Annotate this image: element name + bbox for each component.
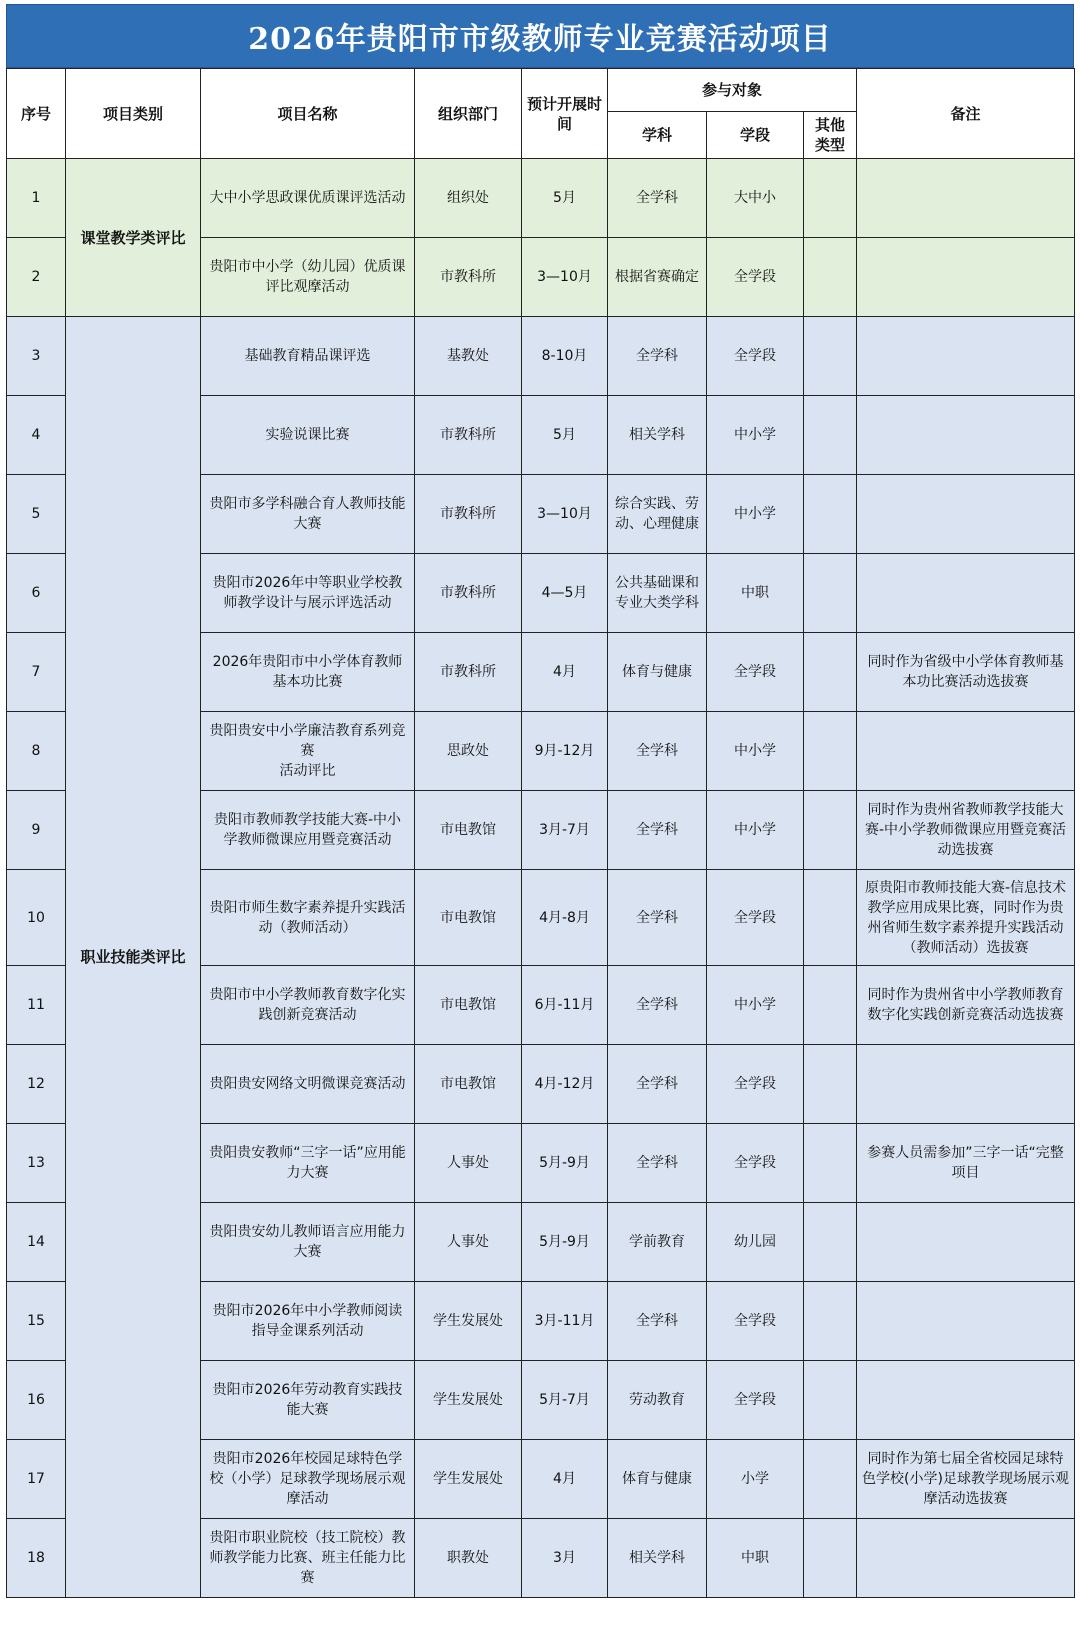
header-other: 其他类型 (804, 112, 857, 159)
cell-seq: 15 (7, 1282, 66, 1361)
cell-stage: 全学段 (707, 870, 804, 966)
cell-time: 3—10月 (522, 238, 608, 317)
cell-other (804, 554, 857, 633)
cell-seq: 13 (7, 1124, 66, 1203)
cell-subject: 体育与健康 (608, 633, 707, 712)
header-stage: 学段 (707, 112, 804, 159)
cell-subject: 全学科 (608, 1124, 707, 1203)
cell-subject: 根据省赛确定 (608, 238, 707, 317)
header-dept: 组织部门 (415, 69, 522, 159)
cell-time: 5月 (522, 396, 608, 475)
cell-time: 3月 (522, 1519, 608, 1598)
header-note: 备注 (857, 69, 1075, 159)
header-target: 参与对象 (608, 69, 857, 112)
cell-stage: 全学段 (707, 1361, 804, 1440)
cell-time: 4月-8月 (522, 870, 608, 966)
cell-dept: 市教科所 (415, 238, 522, 317)
cell-subject: 全学科 (608, 1045, 707, 1124)
cell-note: 同时作为省级中小学体育教师基本功比赛活动选拔赛 (857, 633, 1075, 712)
cell-name: 贵阳贵安教师“三字一话”应用能力大赛 (201, 1124, 415, 1203)
cell-stage: 中小学 (707, 791, 804, 870)
cell-other (804, 712, 857, 791)
cell-other (804, 1519, 857, 1598)
cell-subject: 相关学科 (608, 1519, 707, 1598)
cell-name: 贵阳市师生数字素养提升实践活动（教师活动） (201, 870, 415, 966)
cell-seq: 6 (7, 554, 66, 633)
cell-stage: 中小学 (707, 475, 804, 554)
cell-seq: 17 (7, 1440, 66, 1519)
cell-dept: 市教科所 (415, 633, 522, 712)
cell-name: 贵阳贵安网络文明微课竞赛活动 (201, 1045, 415, 1124)
cell-time: 8-10月 (522, 317, 608, 396)
table-body (7, 159, 1075, 1598)
cell-seq: 3 (7, 317, 66, 396)
cell-note (857, 159, 1075, 238)
cell-name: 贵阳市2026年中等职业学校教师教学设计与展示评选活动 (201, 554, 415, 633)
cell-note (857, 554, 1075, 633)
cell-other (804, 1282, 857, 1361)
cell-seq: 18 (7, 1519, 66, 1598)
cell-note (857, 712, 1075, 791)
cell-seq: 7 (7, 633, 66, 712)
cell-note (857, 1203, 1075, 1282)
cell-seq: 4 (7, 396, 66, 475)
cell-subject: 体育与健康 (608, 1440, 707, 1519)
cell-stage: 全学段 (707, 1124, 804, 1203)
cell-name: 贵阳市中小学（幼儿园）优质课评比观摩活动 (201, 238, 415, 317)
cell-dept: 市教科所 (415, 554, 522, 633)
cell-subject: 全学科 (608, 870, 707, 966)
cell-note (857, 475, 1075, 554)
cell-dept: 市教科所 (415, 396, 522, 475)
cell-stage: 全学段 (707, 317, 804, 396)
page-title: 2026年贵阳市市级教师专业竞赛活动项目 (6, 4, 1074, 68)
cell-note (857, 238, 1075, 317)
cell-time: 3月-11月 (522, 1282, 608, 1361)
cell-stage: 全学段 (707, 1282, 804, 1361)
cell-dept: 市电教馆 (415, 791, 522, 870)
cell-dept: 学生发展处 (415, 1440, 522, 1519)
cell-seq: 14 (7, 1203, 66, 1282)
cell-other (804, 870, 857, 966)
cell-note (857, 1045, 1075, 1124)
cell-stage: 中职 (707, 1519, 804, 1598)
cell-time: 4月-12月 (522, 1045, 608, 1124)
cell-seq: 12 (7, 1045, 66, 1124)
competition-table (6, 68, 1075, 1598)
cell-subject: 全学科 (608, 1282, 707, 1361)
cell-dept: 市教科所 (415, 475, 522, 554)
cell-dept: 学生发展处 (415, 1282, 522, 1361)
cell-subject: 全学科 (608, 791, 707, 870)
cell-time: 4—5月 (522, 554, 608, 633)
header-seq: 序号 (7, 69, 66, 159)
cell-time: 5月 (522, 159, 608, 238)
cell-stage: 中小学 (707, 396, 804, 475)
cell-dept: 人事处 (415, 1124, 522, 1203)
cell-dept: 基教处 (415, 317, 522, 396)
cell-name: 贵阳市2026年劳动教育实践技能大赛 (201, 1361, 415, 1440)
cell-note: 同时作为第七届全省校园足球特色学校(小学)足球教学现场展示观摩活动选拔赛 (857, 1440, 1075, 1519)
cell-note: 同时作为贵州省教师教学技能大赛-中小学教师微课应用暨竞赛活动选拔赛 (857, 791, 1075, 870)
cell-time: 5月-9月 (522, 1124, 608, 1203)
cell-stage: 全学段 (707, 1045, 804, 1124)
cell-other (804, 1045, 857, 1124)
cell-other (804, 1440, 857, 1519)
cell-dept: 职教处 (415, 1519, 522, 1598)
document-page (6, 4, 1074, 1598)
cell-seq: 1 (7, 159, 66, 238)
cell-stage: 中小学 (707, 712, 804, 791)
cell-name: 贵阳市教师教学技能大赛-中小学教师微课应用暨竞赛活动 (201, 791, 415, 870)
table-row (7, 317, 1075, 396)
cell-seq: 16 (7, 1361, 66, 1440)
cell-time: 9月-12月 (522, 712, 608, 791)
cell-subject: 综合实践、劳动、心理健康 (608, 475, 707, 554)
cell-note (857, 1361, 1075, 1440)
cell-other (804, 159, 857, 238)
cell-subject: 劳动教育 (608, 1361, 707, 1440)
cell-name: 大中小学思政课优质课评选活动 (201, 159, 415, 238)
cell-note (857, 1519, 1075, 1598)
cell-seq: 11 (7, 966, 66, 1045)
cell-name: 贵阳市多学科融合育人教师技能大赛 (201, 475, 415, 554)
cell-name: 基础教育精品课评选 (201, 317, 415, 396)
cell-stage: 全学段 (707, 633, 804, 712)
cell-category: 职业技能类评比 (66, 317, 201, 1598)
cell-name: 贵阳市中小学教师教育数字化实践创新竞赛活动 (201, 966, 415, 1045)
cell-time: 3月-7月 (522, 791, 608, 870)
cell-seq: 9 (7, 791, 66, 870)
cell-subject: 全学科 (608, 966, 707, 1045)
cell-name: 贵阳贵安幼儿教师语言应用能力大赛 (201, 1203, 415, 1282)
cell-dept: 学生发展处 (415, 1361, 522, 1440)
header-subject: 学科 (608, 112, 707, 159)
cell-name: 实验说课比赛 (201, 396, 415, 475)
cell-note: 同时作为贵州省中小学教师教育数字化实践创新竞赛活动选拔赛 (857, 966, 1075, 1045)
cell-dept: 思政处 (415, 712, 522, 791)
cell-time: 6月-11月 (522, 966, 608, 1045)
cell-name: 2026年贵阳市中小学体育教师基本功比赛 (201, 633, 415, 712)
cell-name: 贵阳市2026年校园足球特色学校（小学）足球教学现场展示观摩活动 (201, 1440, 415, 1519)
cell-other (804, 396, 857, 475)
cell-dept: 市电教馆 (415, 966, 522, 1045)
cell-dept: 组织处 (415, 159, 522, 238)
cell-name: 贵阳市职业院校（技工院校）教师教学能力比赛、班主任能力比赛 (201, 1519, 415, 1598)
cell-subject: 公共基础课和专业大类学科 (608, 554, 707, 633)
cell-other (804, 238, 857, 317)
cell-note (857, 1282, 1075, 1361)
cell-note (857, 396, 1075, 475)
cell-stage: 全学段 (707, 238, 804, 317)
cell-subject: 全学科 (608, 712, 707, 791)
cell-category: 课堂教学类评比 (66, 159, 201, 317)
cell-seq: 10 (7, 870, 66, 966)
cell-seq: 2 (7, 238, 66, 317)
cell-time: 3—10月 (522, 475, 608, 554)
cell-other (804, 1361, 857, 1440)
cell-other (804, 966, 857, 1045)
cell-time: 4月 (522, 1440, 608, 1519)
cell-time: 5月-7月 (522, 1361, 608, 1440)
header-category: 项目类别 (66, 69, 201, 159)
cell-note: 参赛人员需参加”三字一话“完整项目 (857, 1124, 1075, 1203)
cell-dept: 市电教馆 (415, 870, 522, 966)
cell-subject: 全学科 (608, 317, 707, 396)
cell-other (804, 317, 857, 396)
header-time: 预计开展时间 (522, 69, 608, 159)
cell-name: 贵阳贵安中小学廉洁教育系列竞赛 活动评比 (201, 712, 415, 791)
cell-time: 5月-9月 (522, 1203, 608, 1282)
cell-note: 原贵阳市教师技能大赛-信息技术教学应用成果比赛，同时作为贵州省师生数字素养提升实践活动（教师活动）选拔赛 (857, 870, 1075, 966)
cell-seq: 8 (7, 712, 66, 791)
cell-other (804, 633, 857, 712)
cell-stage: 小学 (707, 1440, 804, 1519)
cell-time: 4月 (522, 633, 608, 712)
cell-subject: 相关学科 (608, 396, 707, 475)
cell-name: 贵阳市2026年中小学教师阅读指导金课系列活动 (201, 1282, 415, 1361)
cell-seq: 5 (7, 475, 66, 554)
cell-subject: 全学科 (608, 159, 707, 238)
table-row (7, 159, 1075, 238)
cell-other (804, 1124, 857, 1203)
cell-stage: 幼儿园 (707, 1203, 804, 1282)
cell-other (804, 1203, 857, 1282)
cell-other (804, 475, 857, 554)
cell-stage: 中职 (707, 554, 804, 633)
cell-note (857, 317, 1075, 396)
cell-stage: 中小学 (707, 966, 804, 1045)
cell-subject: 学前教育 (608, 1203, 707, 1282)
cell-stage: 大中小 (707, 159, 804, 238)
cell-other (804, 791, 857, 870)
cell-dept: 市电教馆 (415, 1045, 522, 1124)
cell-dept: 人事处 (415, 1203, 522, 1282)
header-name: 项目名称 (201, 69, 415, 159)
